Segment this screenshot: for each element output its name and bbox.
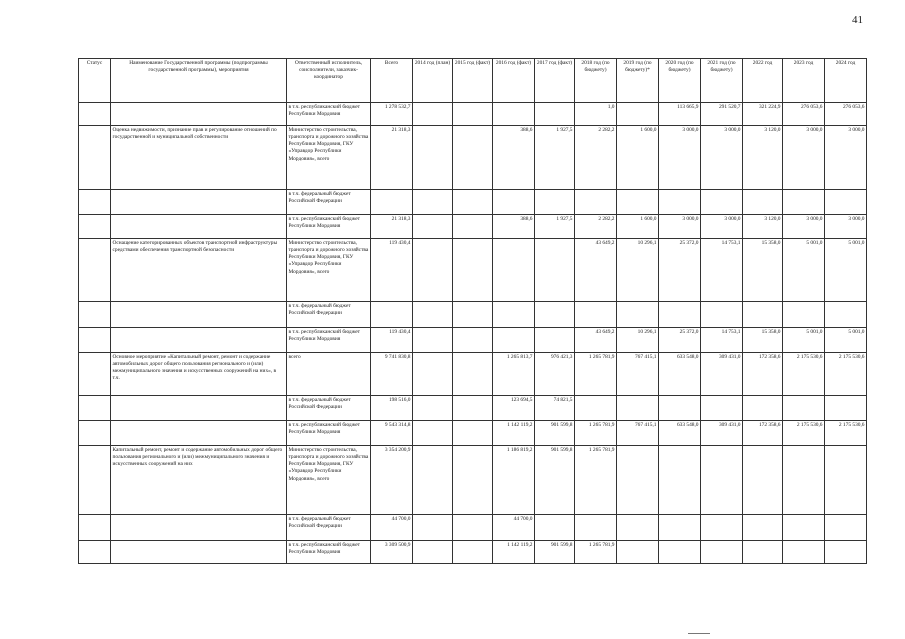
value-cell: 3 354 200,9 [371,446,413,515]
status-cell [79,103,111,126]
value-cell [825,190,867,215]
value-cell [453,515,493,541]
program-name-cell [111,302,287,328]
value-cell [701,446,743,515]
value-cell: 309 431,0 [701,421,743,446]
program-name-cell [111,541,287,564]
value-cell: 119 430,4 [371,328,413,353]
value-cell [493,302,535,328]
value-cell [783,515,825,541]
value-cell: 44 700,0 [493,515,535,541]
column-header: 2023 год [783,59,825,103]
value-cell: 3 000,0 [783,215,825,239]
value-cell [413,328,453,353]
value-cell [493,190,535,215]
value-cell [453,396,493,421]
value-cell [413,239,453,302]
value-cell: 767 415,1 [617,421,659,446]
value-cell [535,190,575,215]
value-cell [617,446,659,515]
status-cell [79,328,111,353]
table-row [79,215,867,239]
value-cell [453,215,493,239]
value-cell: 1 265 781,9 [575,446,617,515]
value-cell: 25 372,0 [659,328,701,353]
value-cell [413,515,453,541]
table-row [79,302,867,328]
value-cell: 25 372,0 [659,239,701,302]
value-cell: 767 415,1 [617,353,659,396]
value-cell [743,302,783,328]
value-cell: 2 175 530,6 [825,421,867,446]
column-header: 2018 год (по бюджету) [575,59,617,103]
table-row [79,396,867,421]
value-cell: 113 665,9 [659,103,701,126]
value-cell [617,541,659,564]
table-row [79,239,867,302]
column-header: 2021 год (по бюджету) [701,59,743,103]
executor-cell: Министерство строительства, транспорта и дорожного хозяйства Республики Мордовия, ГКУ «Управдор Республики Мордовия», всего [287,239,371,302]
program-name-cell [111,103,287,126]
column-header: 2019 год (по бюджету)* [617,59,659,103]
program-name-cell: Оценка недвижимости, признание прав и регулирование отношений по государственной и муниципальной собственности [111,126,287,190]
value-cell: 1 142 119,2 [493,421,535,446]
value-cell: 10 296,1 [617,239,659,302]
status-cell [79,421,111,446]
value-cell: 5 001,0 [783,328,825,353]
value-cell [783,190,825,215]
table-row [79,446,867,515]
value-cell [825,446,867,515]
value-cell [743,396,783,421]
value-cell [453,126,493,190]
program-name-cell: Оснащение категорированных объектов транспортной инфраструктуры средствами обеспечения транспортной безопасности [111,239,287,302]
table-row [79,190,867,215]
value-cell: 1 600,0 [617,215,659,239]
value-cell: 321 224,9 [743,103,783,126]
value-cell: 1 600,0 [617,126,659,190]
value-cell: 3 000,0 [701,215,743,239]
value-cell [453,103,493,126]
value-cell: 2 175 530,6 [825,353,867,396]
value-cell [453,421,493,446]
page-number: 41 [852,14,863,26]
value-cell: 43 649,2 [575,328,617,353]
value-cell [617,103,659,126]
column-header: 2015 год (факт) [453,59,493,103]
value-cell: 976 421,3 [535,353,575,396]
value-cell [825,541,867,564]
header-row [79,59,867,103]
value-cell [453,353,493,396]
value-cell: 1 927,5 [535,126,575,190]
program-name-cell: Основное мероприятие «Капитальный ремонт, ремонт и содержание автомобильных дорог общего пользования регионального и (или) межмуниципального значения и искусственных сооружений на них», в т.ч. [111,353,287,396]
value-cell [413,215,453,239]
value-cell: 9 741 830,8 [371,353,413,396]
value-cell [701,302,743,328]
value-cell [617,396,659,421]
value-cell: 276 053,6 [825,103,867,126]
value-cell: 3 000,0 [825,215,867,239]
executor-cell: всего [287,353,371,396]
value-cell [413,421,453,446]
table-row [79,515,867,541]
value-cell: 2 175 530,6 [783,353,825,396]
value-cell [783,396,825,421]
value-cell: 901 599,8 [535,421,575,446]
status-cell [79,541,111,564]
value-cell: 1 142 119,2 [493,541,535,564]
value-cell: 2 282,2 [575,215,617,239]
executor-cell: Министерство строительства, транспорта и дорожного хозяйства Республики Мордовия, ГКУ «Управдор Республики Мордовия», всего [287,446,371,515]
program-name-cell [111,421,287,446]
value-cell [783,541,825,564]
value-cell: 901 599,8 [535,446,575,515]
value-cell [617,515,659,541]
value-cell [535,103,575,126]
table-row [79,421,867,446]
value-cell: 43 649,2 [575,239,617,302]
value-cell [535,239,575,302]
value-cell: 1 186 819,2 [493,446,535,515]
value-cell [659,302,701,328]
value-cell: 15 358,0 [743,239,783,302]
value-cell [453,302,493,328]
value-cell: 1 265 813,7 [493,353,535,396]
value-cell: 119 430,4 [371,239,413,302]
value-cell [371,190,413,215]
executor-cell: в т.ч. федеральный бюджет Российской Федерации [287,515,371,541]
executor-cell: в т.ч. федеральный бюджет Российской Федерации [287,190,371,215]
executor-cell: в т.ч. республиканский бюджет Республики Мордовия [287,421,371,446]
value-cell: 3 000,0 [659,215,701,239]
value-cell: 10 296,1 [617,328,659,353]
value-cell: 14 753,1 [701,328,743,353]
value-cell: 1 265 781,9 [575,541,617,564]
value-cell [701,396,743,421]
value-cell [617,302,659,328]
value-cell [783,302,825,328]
value-cell: 2 175 530,6 [783,421,825,446]
executor-cell: в т.ч. республиканский бюджет Республики Мордовия [287,215,371,239]
status-cell [79,396,111,421]
column-header: 2014 год (план) [413,59,453,103]
value-cell: 5 001,0 [825,239,867,302]
status-cell [79,126,111,190]
status-cell [79,302,111,328]
value-cell [453,446,493,515]
status-cell [79,446,111,515]
executor-cell: в т.ч. федеральный бюджет Российской Федерации [287,396,371,421]
value-cell [413,126,453,190]
value-cell: 3 120,0 [743,215,783,239]
value-cell: 44 700,0 [371,515,413,541]
value-cell: 198 516,0 [371,396,413,421]
executor-cell: Министерство строительства, транспорта и дорожного хозяйства Республики Мордовия, ГКУ «Управдор Республики Мордовия», всего [287,126,371,190]
value-cell [413,302,453,328]
value-cell: 1 278 532,7 [371,103,413,126]
value-cell [659,515,701,541]
value-cell [535,328,575,353]
table-row [79,328,867,353]
value-cell [701,515,743,541]
value-cell [701,190,743,215]
value-cell [535,515,575,541]
value-cell: 9 543 314,8 [371,421,413,446]
column-header: Ответственный исполнитель, соисполнители, заказчик-координатор [287,59,371,103]
value-cell [825,515,867,541]
value-cell: 291 520,7 [701,103,743,126]
column-header: 2017 год (факт) [535,59,575,103]
value-cell [659,190,701,215]
value-cell: 3 000,0 [701,126,743,190]
value-cell [825,302,867,328]
column-header: 2016 год (факт) [493,59,535,103]
value-cell: 172 358,6 [743,421,783,446]
value-cell [413,541,453,564]
value-cell [413,353,453,396]
value-cell: 901 599,8 [535,541,575,564]
status-cell [79,515,111,541]
value-cell [575,396,617,421]
value-cell [413,103,453,126]
column-header: Наименование Государственной программы (подпрограммы государственной программы), мероприятия [111,59,287,103]
value-cell [743,446,783,515]
value-cell [659,446,701,515]
executor-cell: в т.ч. республиканский бюджет Республики Мордовия [287,328,371,353]
program-name-cell [111,515,287,541]
value-cell: 388,6 [493,215,535,239]
column-header: Статус [79,59,111,103]
value-cell: 2 282,2 [575,126,617,190]
table-row [79,353,867,396]
status-cell [79,239,111,302]
executor-cell: в т.ч. республиканский бюджет Республики Мордовия [287,541,371,564]
value-cell [413,190,453,215]
value-cell: 1 265 781,9 [575,353,617,396]
value-cell [413,446,453,515]
value-cell: 3 309 500,9 [371,541,413,564]
value-cell [783,446,825,515]
value-cell: 74 821,5 [535,396,575,421]
value-cell: 14 753,1 [701,239,743,302]
budget-table [78,58,867,564]
status-cell [79,353,111,396]
program-name-cell [111,396,287,421]
value-cell [575,515,617,541]
value-cell: 5 001,0 [783,239,825,302]
executor-cell: в т.ч. республиканский бюджет Республики Мордовия [287,103,371,126]
value-cell [575,190,617,215]
value-cell: 1,0 [575,103,617,126]
value-cell: 3 000,0 [659,126,701,190]
program-name-cell [111,190,287,215]
column-header: Всего [371,59,413,103]
value-cell [413,396,453,421]
value-cell: 21 318,3 [371,126,413,190]
value-cell [575,302,617,328]
value-cell: 172 358,6 [743,353,783,396]
value-cell: 309 431,0 [701,353,743,396]
program-name-cell [111,215,287,239]
table-row [79,541,867,564]
value-cell [617,190,659,215]
value-cell: 633 548,0 [659,353,701,396]
value-cell [659,396,701,421]
value-cell [659,541,701,564]
value-cell: 388,6 [493,126,535,190]
value-cell: 15 358,0 [743,328,783,353]
table-row [79,126,867,190]
value-cell [701,541,743,564]
value-cell: 633 548,0 [659,421,701,446]
value-cell [493,328,535,353]
value-cell: 3 000,0 [825,126,867,190]
value-cell: 3 000,0 [783,126,825,190]
value-cell: 276 053,6 [783,103,825,126]
value-cell: 1 927,5 [535,215,575,239]
value-cell [743,515,783,541]
table-row [79,103,867,126]
value-cell [743,541,783,564]
scan-mark [688,633,710,634]
value-cell [453,541,493,564]
value-cell [535,302,575,328]
column-header: 2022 год [743,59,783,103]
value-cell: 3 120,0 [743,126,783,190]
value-cell [825,396,867,421]
value-cell: 5 001,0 [825,328,867,353]
value-cell: 123 694,5 [493,396,535,421]
value-cell [371,302,413,328]
value-cell: 1 265 781,9 [575,421,617,446]
value-cell [493,103,535,126]
value-cell [453,328,493,353]
program-name-cell: Капитальный ремонт, ремонт и содержание автомобильных дорог общего пользования регионального и (или) межмуниципального значения и искусственных сооружений на них [111,446,287,515]
value-cell [743,190,783,215]
executor-cell: в т.ч. федеральный бюджет Российской Федерации [287,302,371,328]
table-body [79,103,867,564]
value-cell [453,239,493,302]
column-header: 2024 год [825,59,867,103]
status-cell [79,190,111,215]
value-cell: 21 318,3 [371,215,413,239]
column-header: 2020 год (по бюджету) [659,59,701,103]
status-cell [79,215,111,239]
value-cell [453,190,493,215]
program-name-cell [111,328,287,353]
value-cell [493,239,535,302]
